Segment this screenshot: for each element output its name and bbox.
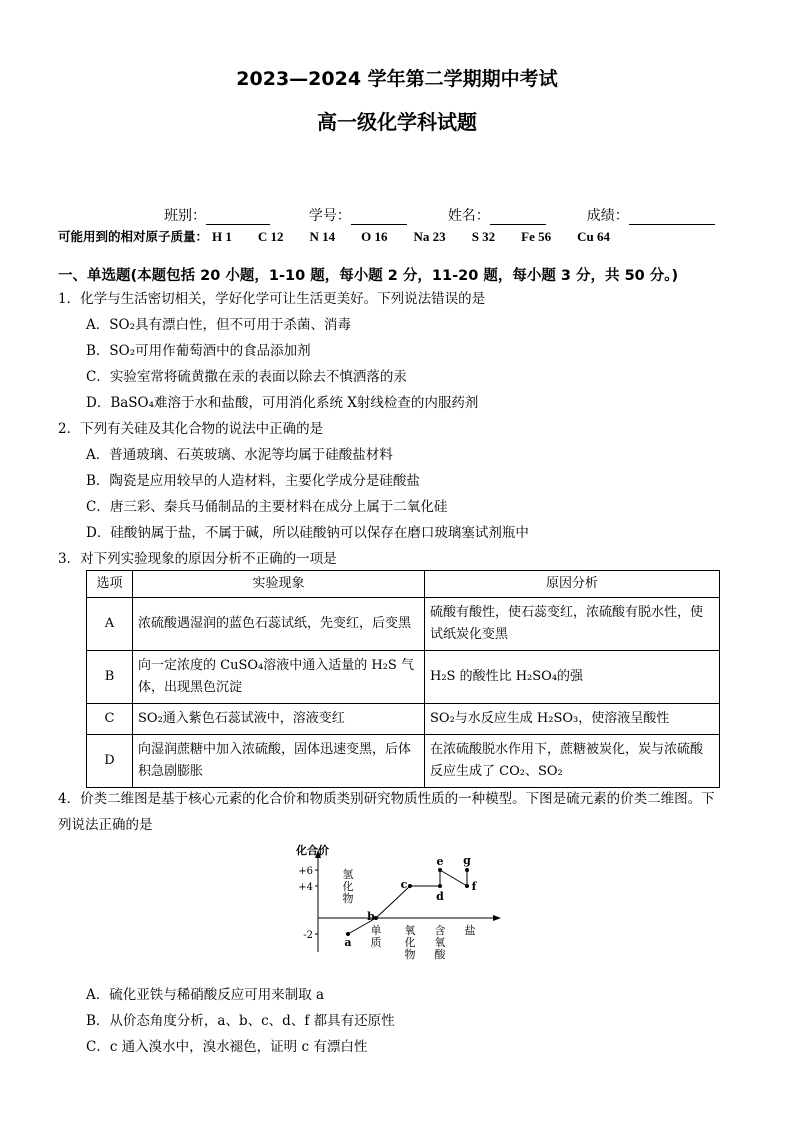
option-cell: A [87, 598, 133, 651]
option-cell: D [87, 735, 133, 788]
section-heading: 一、单选题(本题包括 20 小题，1-10 题，每小题 2 分，11-20 题，每小题 3 分，共 50 分。) [58, 268, 679, 284]
student-info-row [164, 205, 715, 225]
exam-title: 2023—2024 学年第二学期期中考试 [236, 68, 558, 90]
x-category-label: 氢 [342, 868, 354, 881]
question-1-option-b[interactable]: B．SO₂可用作葡萄酒中的食品添加剂 [86, 343, 311, 359]
analysis-cell: 硫酸有酸性，使石蕊变红，浓硫酸有脱水性，使试纸炭化变黑 [425, 598, 720, 651]
score-field[interactable] [629, 210, 715, 225]
table-row [87, 704, 720, 735]
y-tick-label: -2 [303, 930, 313, 941]
name-label: 姓名： [447, 208, 490, 224]
point-label: f [471, 880, 477, 893]
question-4-option-a[interactable]: A．硫化亚铁与稀硝酸反应可用来制取 a [86, 987, 325, 1003]
question-1-option-a[interactable]: A．SO₂具有漂白性，但不可用于杀菌、消毒 [86, 317, 351, 333]
point-label: a [344, 936, 352, 949]
x-category-label: 氧 [404, 924, 416, 937]
x-category-label: 物 [342, 892, 354, 905]
x-category-label: 氧 [434, 936, 446, 949]
phenomenon-cell: 浓硫酸遇湿润的蓝色石蕊试纸，先变红，后变黑 [133, 598, 425, 651]
y-axis-label: 化合价 [296, 844, 329, 857]
question-2-option-a[interactable]: A．普通玻璃、石英玻璃、水泥等均属于硅酸盐材料 [86, 447, 393, 463]
point-label: e [436, 855, 444, 868]
table-row [87, 651, 720, 704]
atomic-mass-row [58, 227, 610, 245]
data-point [438, 884, 442, 888]
x-category-label: 质 [370, 936, 382, 949]
x-category-label: 盐 [464, 924, 476, 937]
question-3-table [86, 570, 720, 788]
point-label: c [400, 878, 408, 891]
atomic-mass-item: Cu 64 [577, 229, 611, 244]
table-header-cell: 原因分析 [425, 571, 720, 598]
question-1-option-c[interactable]: C．实验室常将硫黄撒在汞的表面以除去不慎洒落的汞 [86, 369, 407, 385]
x-category-label: 含 [434, 924, 446, 937]
question-1-option-d[interactable]: D．BaSO₄难溶于水和盐酸，可用消化系统 X射线检查的内服药剂 [86, 395, 479, 411]
atomic-mass-item: O 16 [361, 229, 388, 244]
y-tick-label: +4 [298, 882, 313, 893]
question-3-stem: 3．对下列实验现象的原因分析不正确的一项是 [58, 551, 337, 567]
phenomenon-cell: 向一定浓度的 CuSO₄溶液中通入适量的 H₂S 气体，出现黑色沉淀 [133, 651, 425, 704]
connection-line [440, 870, 467, 886]
question-4-stem-cont: 列说法正确的是 [58, 817, 153, 833]
atomic-mass-item: H 1 [212, 229, 232, 244]
phenomenon-cell: SO₂通入紫色石蕊试液中，溶液变红 [133, 704, 425, 735]
data-point [408, 884, 412, 888]
class-field[interactable] [206, 210, 270, 225]
data-point [438, 868, 442, 872]
class-label: 班别： [164, 208, 206, 224]
question-2-option-d[interactable]: D．硅酸钠属于盐，不属于碱，所以硅酸钠可以保存在磨口玻璃塞试剂瓶中 [86, 525, 529, 541]
name-field[interactable] [490, 210, 546, 225]
analysis-cell: 在浓硫酸脱水作用下，蔗糖被炭化，炭与浓硫酸反应生成了 CO₂、SO₂ [425, 735, 720, 788]
y-tick-label: +6 [298, 866, 313, 877]
analysis-cell: SO₂与水反应生成 H₂SO₃，使溶液呈酸性 [425, 704, 720, 735]
valence-class-chart [290, 842, 510, 974]
atomic-mass-item: N 14 [309, 229, 336, 244]
option-cell: C [87, 704, 133, 735]
data-point [465, 868, 469, 872]
x-category-label: 单 [370, 924, 382, 937]
table-header-cell: 选项 [87, 571, 133, 598]
x-category-label: 化 [404, 936, 416, 949]
phenomenon-cell: 向湿润蔗糖中加入浓硫酸，固体迅速变黑，后体积急剧膨胀 [133, 735, 425, 788]
atomic-mass-item: C 12 [257, 229, 284, 244]
x-category-label: 化 [342, 880, 354, 893]
x-category-label: 酸 [434, 948, 446, 961]
exam-subtitle: 高一级化学科试题 [317, 110, 477, 134]
question-2-stem: 2．下列有关硅及其化合物的说法中正确的是 [58, 421, 324, 437]
analysis-cell: H₂S 的酸性比 H₂SO₄的强 [425, 651, 720, 704]
question-4-stem: 4．价类二维图是基于核心元素的化合价和物质类别研究物质性质的一种模型。下图是硫元素的价类二维图。下 [58, 791, 715, 807]
id-label: 学号： [308, 208, 351, 224]
point-label: d [436, 890, 444, 903]
question-4-option-c[interactable]: C．c 通入溴水中，溴水褪色，证明 c 有漂白性 [86, 1039, 368, 1055]
question-4-option-b[interactable]: B．从价态角度分析，a、b、c、d、f 都具有还原性 [86, 1013, 395, 1029]
data-point [465, 884, 469, 888]
table-header-cell: 实验现象 [133, 571, 425, 598]
question-1-stem: 1．化学与生活密切相关，学好化学可让生活更美好。下列说法错误的是 [58, 291, 486, 307]
atomic-mass-item: Na 23 [413, 229, 446, 244]
point-label: b [367, 910, 375, 923]
table-header-row [87, 571, 720, 598]
question-2-option-c[interactable]: C．唐三彩、秦兵马俑制品的主要材料在成分上属于二氧化硅 [86, 499, 448, 515]
point-label: g [463, 854, 471, 867]
x-axis-arrow [493, 915, 501, 921]
table-row [87, 598, 720, 651]
atomic-mass-label: 可能用到的相对原子质量： [58, 229, 209, 244]
option-cell: B [87, 651, 133, 704]
score-label: 成绩： [586, 208, 629, 224]
table-row [87, 735, 720, 788]
x-category-label: 物 [404, 948, 416, 961]
question-2-option-b[interactable]: B．陶瓷是应用较早的人造材料，主要化学成分是硅酸盐 [86, 473, 420, 489]
atomic-mass-item: S 32 [471, 229, 496, 244]
id-field[interactable] [351, 210, 407, 225]
atomic-mass-item: Fe 56 [521, 229, 552, 244]
